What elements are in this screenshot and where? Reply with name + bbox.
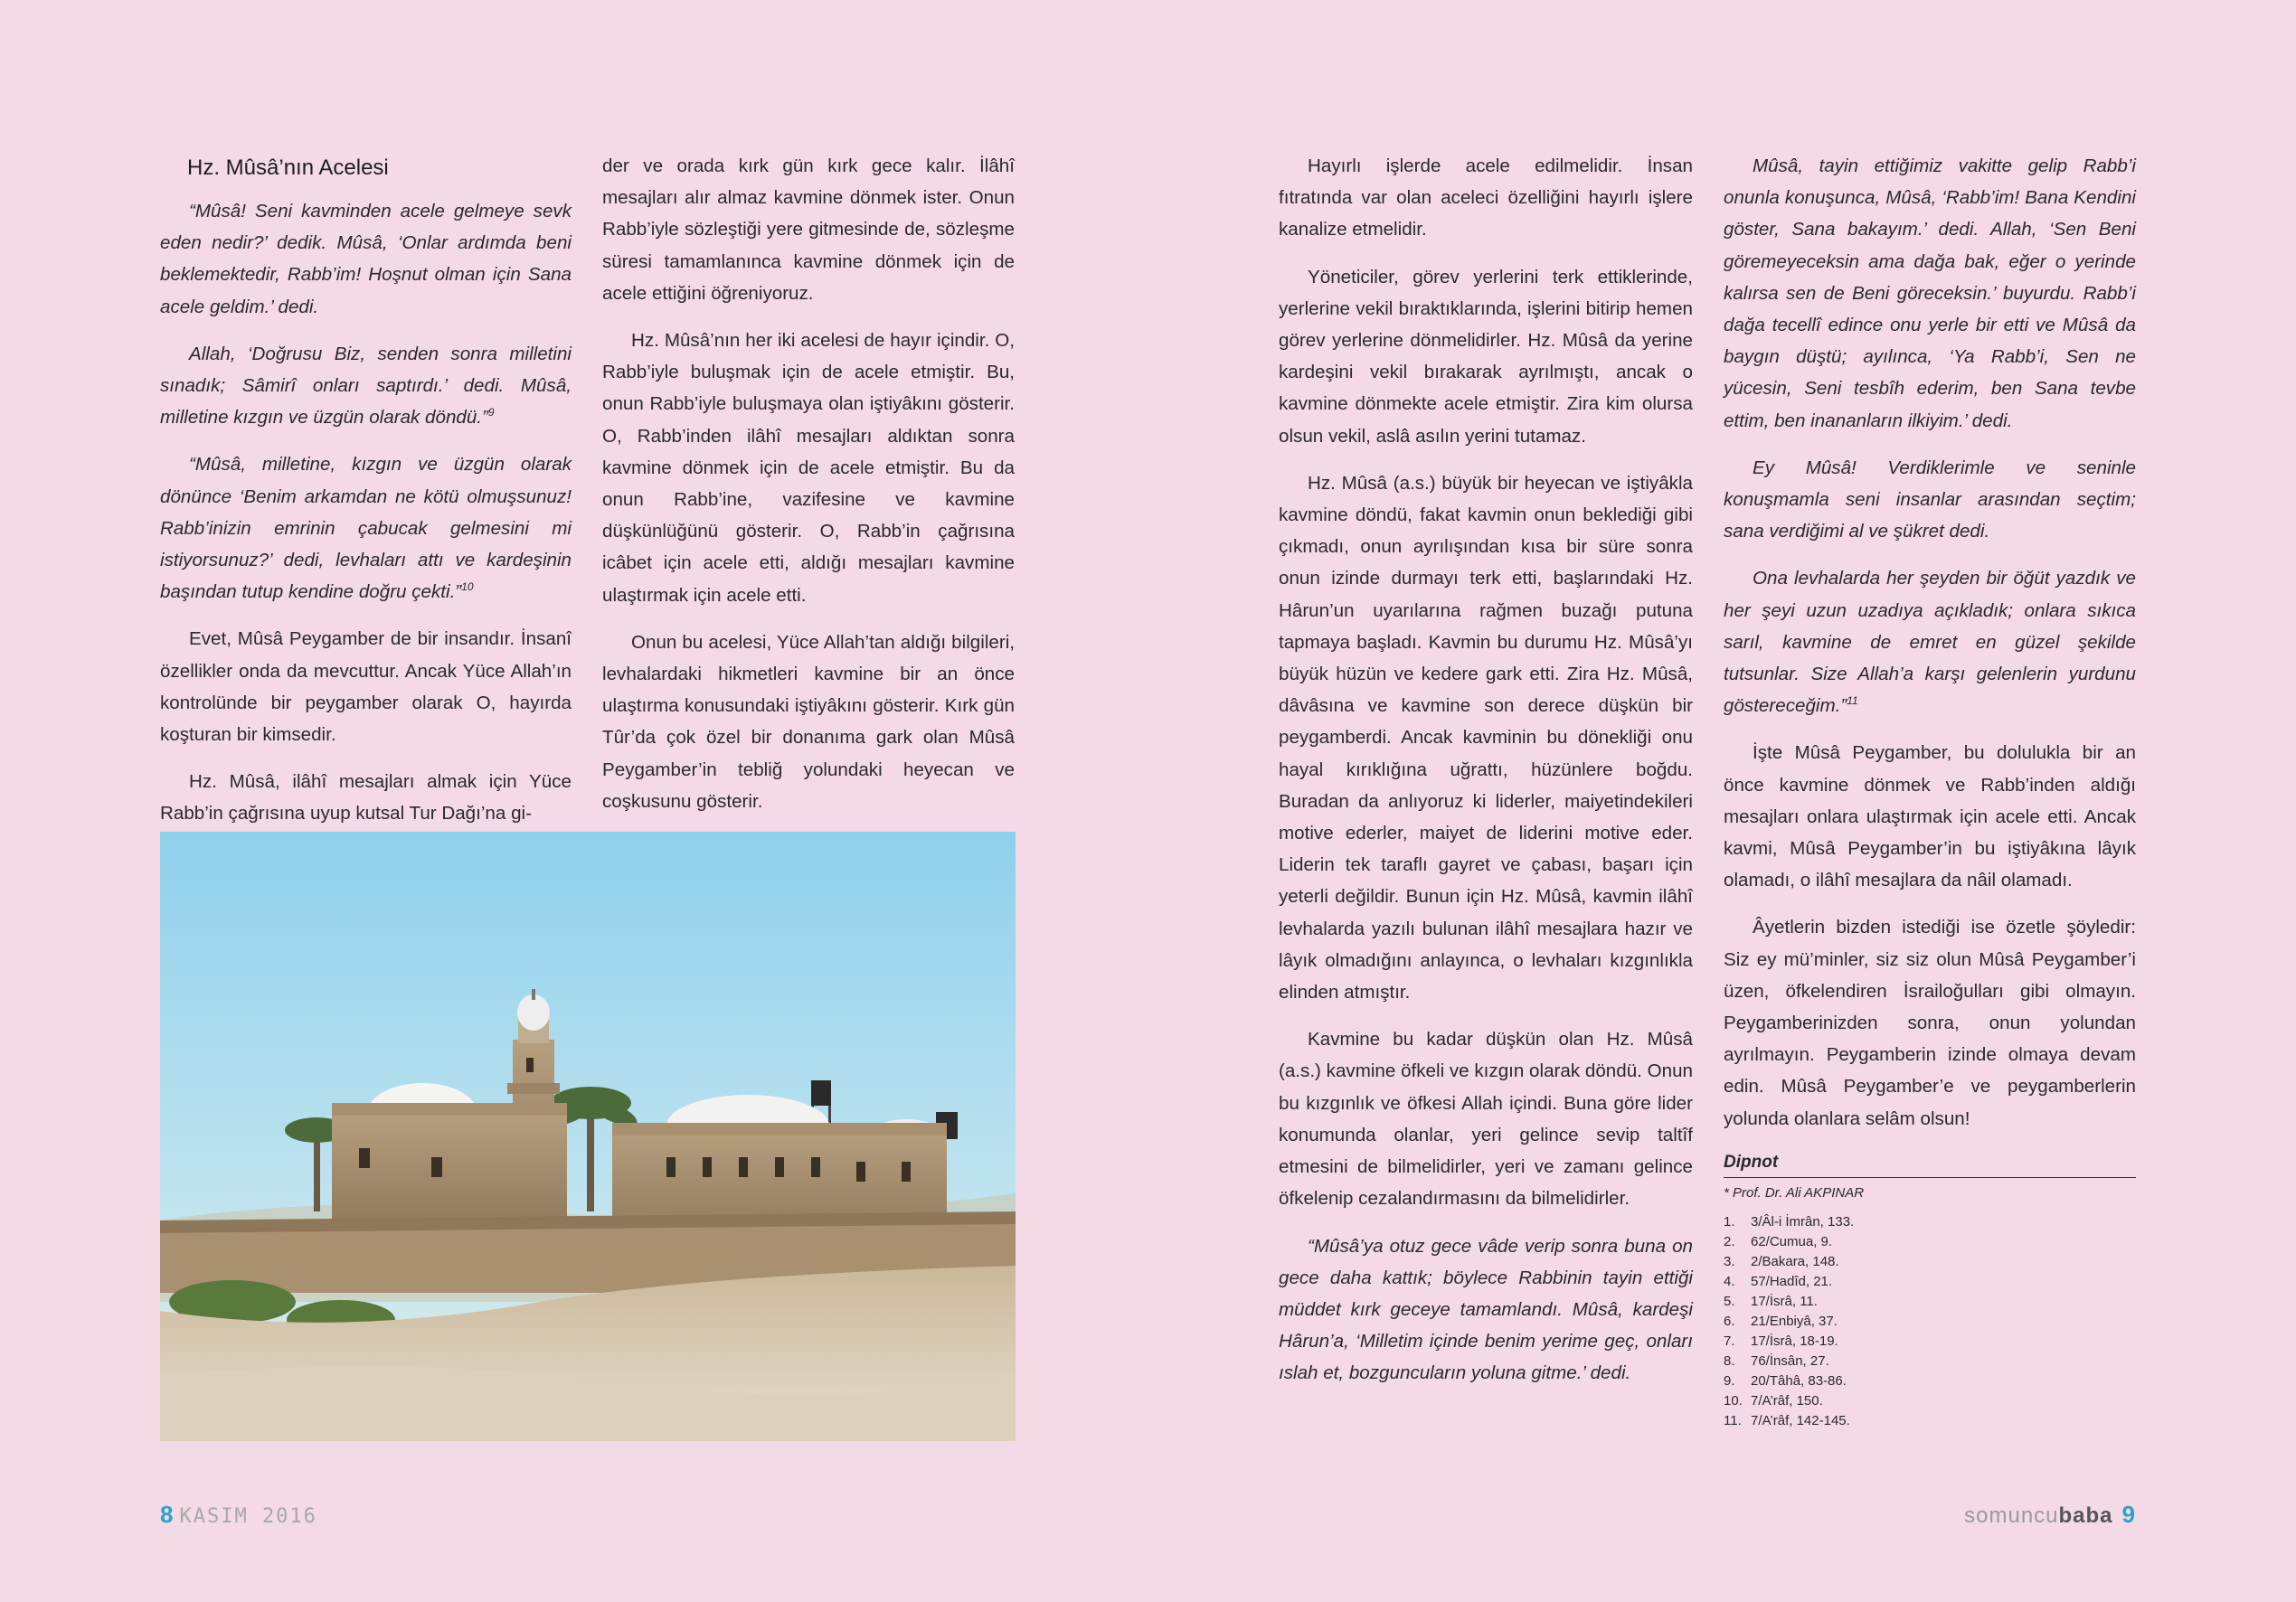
paragraph: Âyetlerin bizden istediği ise özetle şöyledir: Siz ey mü’minler, siz siz olun Mûsâ Peygamber’i üzen, öfkelendiren İsrailoğulları gibi olmayın. Peygamberinizden sonra, onun yolundan ayrılmayın. Peygamberin izinde olmaya devam edin. Mûsâ Peygamber’e ve peygamberlerin yolunda olanlara selâm olsun! <box>1724 917 2136 1129</box>
footnote-text: 57/Hadîd, 21. <box>1751 1273 1833 1289</box>
paragraph: Hz. Mûsâ (a.s.) büyük bir heyecan ve iştiyâkla kavmine döndü, fakat kavmin onun beklediği gibi çıkmadı, onun ayrılışından kısa bir süre sonra onun izinde durmayı terk etti, başlarındaki Hz. Hârun’un uyarılarına rağmen buzağı putuna tapmaya başladı. Kavmin bu durumu Hz. Mûsâ’yı büyük hüzün ve kedere gark etti. Zira Hz. Mûsâ, dâvâsına ve kavmine son derece düşkün bir peygamberdi. Ancak kavminin bu dönekliği onu hayal kırıklığına uğrattı, hüzünlere boğdu. Buradan da anlıyoruz ki liderler, maiyetindekileri motive ederler, maiyet de liderini motive eder. Liderin tek taraflı gayret ve çabası, başarı için yeterli değildir. Bunun için Hz. Mûsâ, kavmin ilâhî levhalarda yazılı bulunan ilâhî mesajlara hazır ve lâyık olmadığını anlayınca, o levhaları kızgınlıkla elinden atmıştır. <box>1279 472 1693 1004</box>
footnote-item <box>1724 1252 2136 1272</box>
footnote-item <box>1724 1352 2136 1371</box>
footnote-number: 4. <box>1724 1273 1735 1289</box>
footnote-ref: 11 <box>1847 694 1858 708</box>
column-1-body <box>160 195 572 830</box>
footnote-text: 3/Âl-i İmrân, 133. <box>1751 1213 1855 1230</box>
paragraph: Allah, ‘Doğrusu Biz, senden sonra milletini sınadık; Sâmirî onları saptırdı.’ dedi. Mûsâ, milletine kızgın ve üzgün olarak döndü.”$^9$ <box>160 343 572 429</box>
footnote-item <box>1724 1292 2136 1312</box>
footnote-text: 2/Bakara, 148. <box>1751 1253 1839 1269</box>
footnote-heading: Dipnot <box>1724 1150 2136 1178</box>
paragraph: Ona levhalarda her şeyden bir öğüt yazdık ve her şeyi uzun uzadıya açıkladık; onlara sıkıca sarıl, kavmine de emret en güzel şekilde tutsunlar. Size Allah’a karşı gelenlerin yurdunu göstereceğim.”$^{11}$ <box>1724 568 2136 717</box>
paragraph: Yöneticiler, görev yerlerini terk ettiklerinde, yerlerine vekil bıraktıklarında, işlerini bitirip hemen görev yerlerine dönmelidirler. Hz. Mûsâ da yerine kardeşini vekil bırakarak ayrılmıştı, ancak o kavmine dönmekte acele etmiştir. Zira kim olursa olsun vekil, aslâ asılın yerini tutamaz. <box>1279 266 1693 447</box>
paragraph: Kavmine bu kadar düşkün olan Hz. Mûsâ (a.s.) kavmine öfkeli ve kızgın olarak döndü. Onun bu kızgınlık ve öfkesi Allah içindi. Buna göre lider konumunda olanlar, yeri gelince sevip taltîf etmesini de bilmelidirler, yeri ve zamanı gelince öfkelenip cezalandırmasını da bilmelidirler. <box>1279 1029 1693 1210</box>
footnote-text: 7/A’râf, 150. <box>1751 1392 1823 1409</box>
paragraph: Hz. Mûsâ’nın her iki acelesi de hayır içindir. O, Rabb’iyle buluşmak için de acele etmiştir. Bu, onun Rabb’iyle buluşmaya olan iştiyâkını gösterir. O, Rabb’inden ilâhî mesajları aldıktan sonra kavmine dönmek için de acele etmiştir. Bu da onun Rabb’ine, vazifesine ve kavmine düşkünlüğünü gösterir. O, Rabb’in çağrısına icâbet için acele etti, aldığı mesajları kavmine ulaştırmak için acele etti. <box>602 330 1015 606</box>
brand-bold: baba <box>2058 1503 2113 1528</box>
footnote-list <box>1724 1212 2136 1431</box>
footnote-item <box>1724 1332 2136 1352</box>
footnote-ref: 10 <box>461 580 474 594</box>
footnote-item <box>1724 1212 2136 1232</box>
footnote-text: 76/İnsân, 27. <box>1751 1352 1829 1369</box>
footnote-item <box>1724 1272 2136 1292</box>
issue-date: KASIM 2016 <box>179 1505 317 1528</box>
footnote-number: 5. <box>1724 1293 1735 1309</box>
right-folio <box>1964 1501 2136 1530</box>
footnote-number: 6. <box>1724 1313 1735 1329</box>
brand-light: somuncu <box>1964 1503 2059 1528</box>
paragraph: der ve orada kırk gün kırk gece kalır. İlâhî mesajları alır almaz kavmine dönmek ister. Onun Rabb’iyle sözleştiği yere gitmesinde de, sözleşme süresi tamamlanınca kavmine dönmek için de acele ettiğini öğreniyoruz. <box>602 155 1015 304</box>
footnote-number: 2. <box>1724 1233 1735 1249</box>
paragraph: “Mûsâ! Seni kavminden acele gelmeye sevk eden nedir?’ dedik. Mûsâ, ‘Onlar ardımda beni beklemektedir, Rabb’im! Hoşnut olman için Sana acele geldim.’ dedi. <box>160 201 572 317</box>
footnote-item <box>1724 1411 2136 1431</box>
left-column-1 <box>160 150 572 845</box>
left-column-2 <box>602 150 1015 833</box>
footnote-item <box>1724 1391 2136 1411</box>
paragraph: Ey Mûsâ! Verdiklerimle ve seninle konuşmamla seni insanlar arasından seçtim; sana verdiğimi al ve şükret dedi. <box>1724 457 2136 542</box>
paragraph: “Mûsâ, milletine, kızgın ve üzgün olarak dönünce ‘Benim arkamdan ne kötü olmuşsunuz! Rabb’inizin emrinin çabucak gelmesini mi istiyorsunuz?’ dedi, levhaları attı ve kardeşinin başından tutup kendine doğru çekti.”$^{10}$ <box>160 454 572 603</box>
column-2-body <box>602 150 1015 817</box>
footnote-number: 11. <box>1724 1412 1742 1428</box>
footnote-ref: 9 <box>487 406 495 419</box>
footnote-item <box>1724 1232 2136 1252</box>
footnote-number: 9. <box>1724 1372 1735 1389</box>
footnote-text: 21/Enbiyâ, 37. <box>1751 1313 1838 1329</box>
paragraph: Onun bu acelesi, Yüce Allah’tan aldığı bilgileri, levhalardaki hikmetleri kavmine bir an önce ulaştırma konusundaki iştiyâkını gösterir. Kırk gün Tûr’da çok özel bir donanıma gark olan Mûsâ Peygamber’in tebliğ yolundaki heyecan ve coşkusunu gösterir. <box>602 631 1015 812</box>
right-column-1 <box>1279 150 1693 1405</box>
footnote-item <box>1724 1371 2136 1391</box>
footnote-text: 17/İsrâ, 18-19. <box>1751 1333 1838 1349</box>
paragraph: Evet, Mûsâ Peygamber de bir insandır. İnsanî özellikler onda da mevcuttur. Ancak Yüce Allah’ın kontrolünde bir peygamber olarak O, hayırda koşturan bir kimsedir. <box>160 628 572 746</box>
footnote-number: 1. <box>1724 1213 1735 1230</box>
mosque-illustration <box>160 832 1016 1441</box>
footnote-text: 7/A’râf, 142-145. <box>1751 1412 1850 1428</box>
footnote-text: 20/Tâhâ, 83-86. <box>1751 1372 1847 1389</box>
footnote-text: 17/İsrâ, 11. <box>1751 1293 1818 1309</box>
paragraph: İşte Mûsâ Peygamber, bu dolulukla bir an önce kavmine dönmek ve Rabb’inden aldığı mesajları onlara ulaştırmak için acele etti. Ancak kavmi, Mûsâ Peygamber’in bu iştiyâkına lâyık olamadı, o ilâhî mesajlara da nâil olamadı. <box>1724 742 2136 891</box>
footnote-number: 3. <box>1724 1253 1735 1269</box>
section-title: Hz. Mûsâ’nın Acelesi <box>187 155 389 180</box>
page-number-right: 9 <box>2121 1501 2136 1528</box>
footnote-item <box>1724 1312 2136 1332</box>
left-folio <box>160 1501 317 1531</box>
footnote-number: 8. <box>1724 1352 1735 1369</box>
page-number-left: 8 <box>160 1501 175 1528</box>
paragraph: “Mûsâ’ya otuz gece vâde verip sonra buna on gece daha kattık; böylece Rabbinin tayin ettiği müddet kırk geceye tamamlandı. Mûsâ, kardeşi Hârun’a, ‘Milletim içinde benim yerime geç, onları ıslah et, bozguncuların yoluna gitme.’ dedi. <box>1279 1235 1693 1384</box>
mosque-photo <box>160 832 1016 1441</box>
paragraph: Mûsâ, tayin ettiğimiz vakitte gelip Rabb’i onunla konuşunca, Mûsâ, ‘Rabb’im! Bana Kendini göster, Sana bakayım.’ dedi. Allah, ‘Sen Beni göremeyeceksin ama dağa bak, eğer o yerinde kalırsa sen de Beni göreceksin.’ buyurdu. Rabb’i dağa tecellî edince onu yerle bir etti ve Mûsâ da baygın düştü; ayılınca, ‘Ya Rabb’i, Sen ne yücesin, Seni tesbîh ederim, ben Sana tevbe ettim, ben inananların ilkiyim.’ dedi. <box>1724 155 2136 431</box>
footnote-number: 7. <box>1724 1333 1735 1349</box>
paragraph: Hz. Mûsâ, ilâhî mesajları almak için Yüce Rabb’in çağrısına uyup kutsal Tur Dağı’na gi- <box>160 771 572 825</box>
column-4-body <box>1724 150 2136 1135</box>
author-note: * Prof. Dr. Ali AKPINAR <box>1724 1184 1865 1201</box>
footnote-number: 10. <box>1724 1392 1743 1409</box>
column-3-body <box>1279 150 1693 1390</box>
right-column-2 <box>1724 150 2136 1431</box>
paragraph: Hayırlı işlerde acele edilmelidir. İnsan fıtratında var olan aceleci özelliğini hayırlı işlere kanalize etmelidir. <box>1279 155 1693 240</box>
magazine-logo <box>1964 1503 2112 1528</box>
footnote-text: 62/Cumua, 9. <box>1751 1233 1833 1249</box>
